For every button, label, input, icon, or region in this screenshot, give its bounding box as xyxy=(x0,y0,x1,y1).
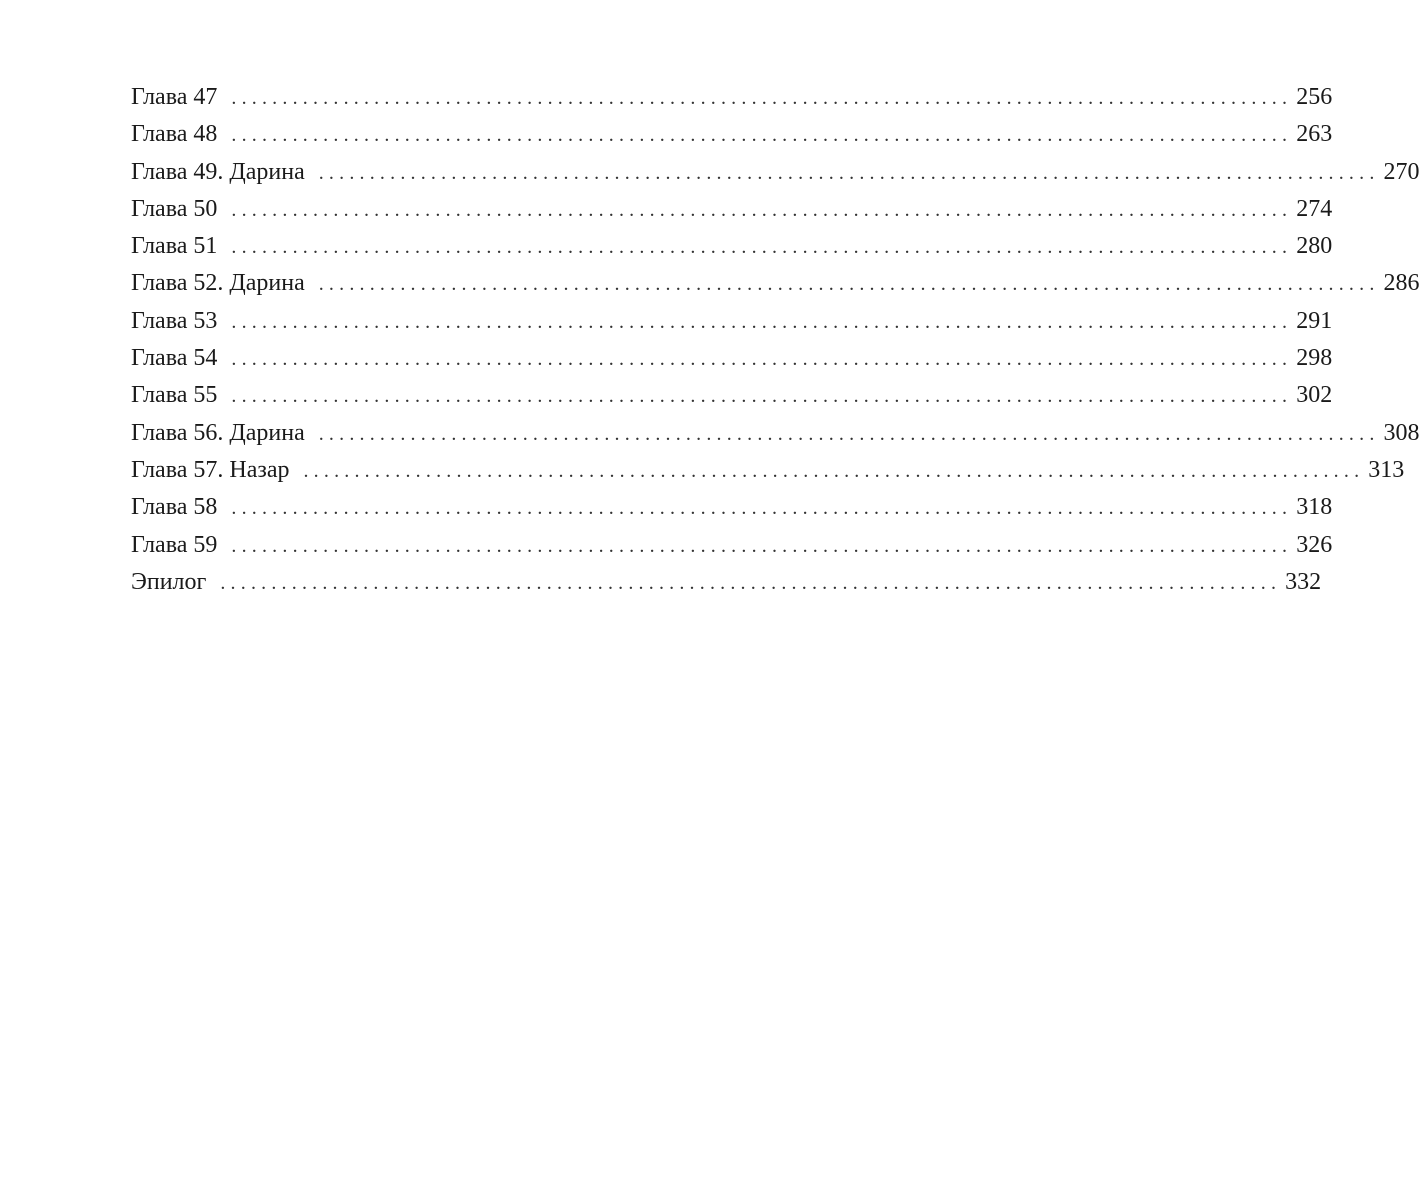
toc-entry-page-number: 302 xyxy=(1296,382,1333,409)
toc-entry-title: Глава 54 xyxy=(131,345,218,372)
toc-entry xyxy=(131,340,1333,377)
toc-entry xyxy=(131,265,1420,302)
toc-entry-page-number: 326 xyxy=(1296,531,1333,558)
toc-entry xyxy=(131,79,1333,116)
toc-entry-title: Глава 57. Назар xyxy=(131,456,290,483)
toc-dot-leader: ........................................................................................................ xyxy=(318,422,1380,445)
toc-entry-page-number: 318 xyxy=(1296,494,1333,521)
table-of-contents xyxy=(131,79,1420,601)
toc-entry-title: Эпилог xyxy=(131,568,207,595)
toc-dot-leader: ........................................................................................................ xyxy=(231,124,1293,147)
toc-dot-leader: ........................................................................................................ xyxy=(231,87,1293,109)
toc-dot-leader: ........................................................................................................ xyxy=(303,459,1365,482)
toc-entry-title: Глава 55 xyxy=(131,382,218,409)
toc-dot-leader: ........................................................................................................ xyxy=(231,534,1293,557)
toc-dot-leader: ........................................................................................................ xyxy=(220,571,1282,594)
toc-entry-title: Глава 52. Дарина xyxy=(131,270,305,297)
toc-entry-page-number: 308 xyxy=(1383,419,1420,446)
toc-entry-page-number: 298 xyxy=(1296,345,1333,372)
toc-dot-leader: ........................................................................................................ xyxy=(318,161,1380,184)
toc-entry xyxy=(131,564,1322,601)
toc-entry-title: Глава 56. Дарина xyxy=(131,419,305,446)
toc-entry xyxy=(131,527,1333,564)
toc-entry-title: Глава 59 xyxy=(131,531,218,558)
toc-dot-leader: ........................................................................................................ xyxy=(231,310,1293,333)
toc-dot-leader: ........................................................................................................ xyxy=(231,348,1293,371)
toc-entry xyxy=(131,415,1420,452)
toc-dot-leader: ........................................................................................................ xyxy=(231,497,1293,520)
toc-entry-title: Глава 53 xyxy=(131,307,218,334)
toc-entry xyxy=(131,452,1405,489)
toc-dot-leader: ........................................................................................................ xyxy=(318,273,1380,296)
toc-entry-page-number: 313 xyxy=(1368,456,1405,483)
toc-entry-title: Глава 51 xyxy=(131,233,218,260)
toc-entry xyxy=(131,191,1333,228)
toc-entry-title: Глава 49. Дарина xyxy=(131,158,305,185)
toc-entry xyxy=(131,303,1333,340)
toc-entry xyxy=(131,154,1420,191)
toc-dot-leader: ........................................................................................................ xyxy=(231,236,1293,259)
toc-entry-page-number: 274 xyxy=(1296,195,1333,222)
toc-entry-title: Глава 50 xyxy=(131,195,218,222)
toc-entry xyxy=(131,228,1333,265)
toc-entry-page-number: 291 xyxy=(1296,307,1333,334)
toc-dot-leader: ........................................................................................................ xyxy=(231,385,1293,408)
toc-entry-page-number: 280 xyxy=(1296,233,1333,260)
toc-entry-page-number: 270 xyxy=(1383,158,1420,185)
toc-entry xyxy=(131,489,1333,526)
toc-entry-page-number: 286 xyxy=(1383,270,1420,297)
toc-entry xyxy=(131,377,1333,414)
toc-entry xyxy=(131,116,1333,153)
toc-entry-title: Глава 47 xyxy=(131,84,218,110)
toc-entry-title: Глава 48 xyxy=(131,121,218,148)
toc-entry-page-number: 263 xyxy=(1296,121,1333,148)
toc-entry-title: Глава 58 xyxy=(131,494,218,521)
toc-entry-page-number: 332 xyxy=(1285,568,1322,595)
toc-dot-leader: ........................................................................................................ xyxy=(231,198,1293,221)
toc-entry-page-number: 256 xyxy=(1296,84,1333,110)
